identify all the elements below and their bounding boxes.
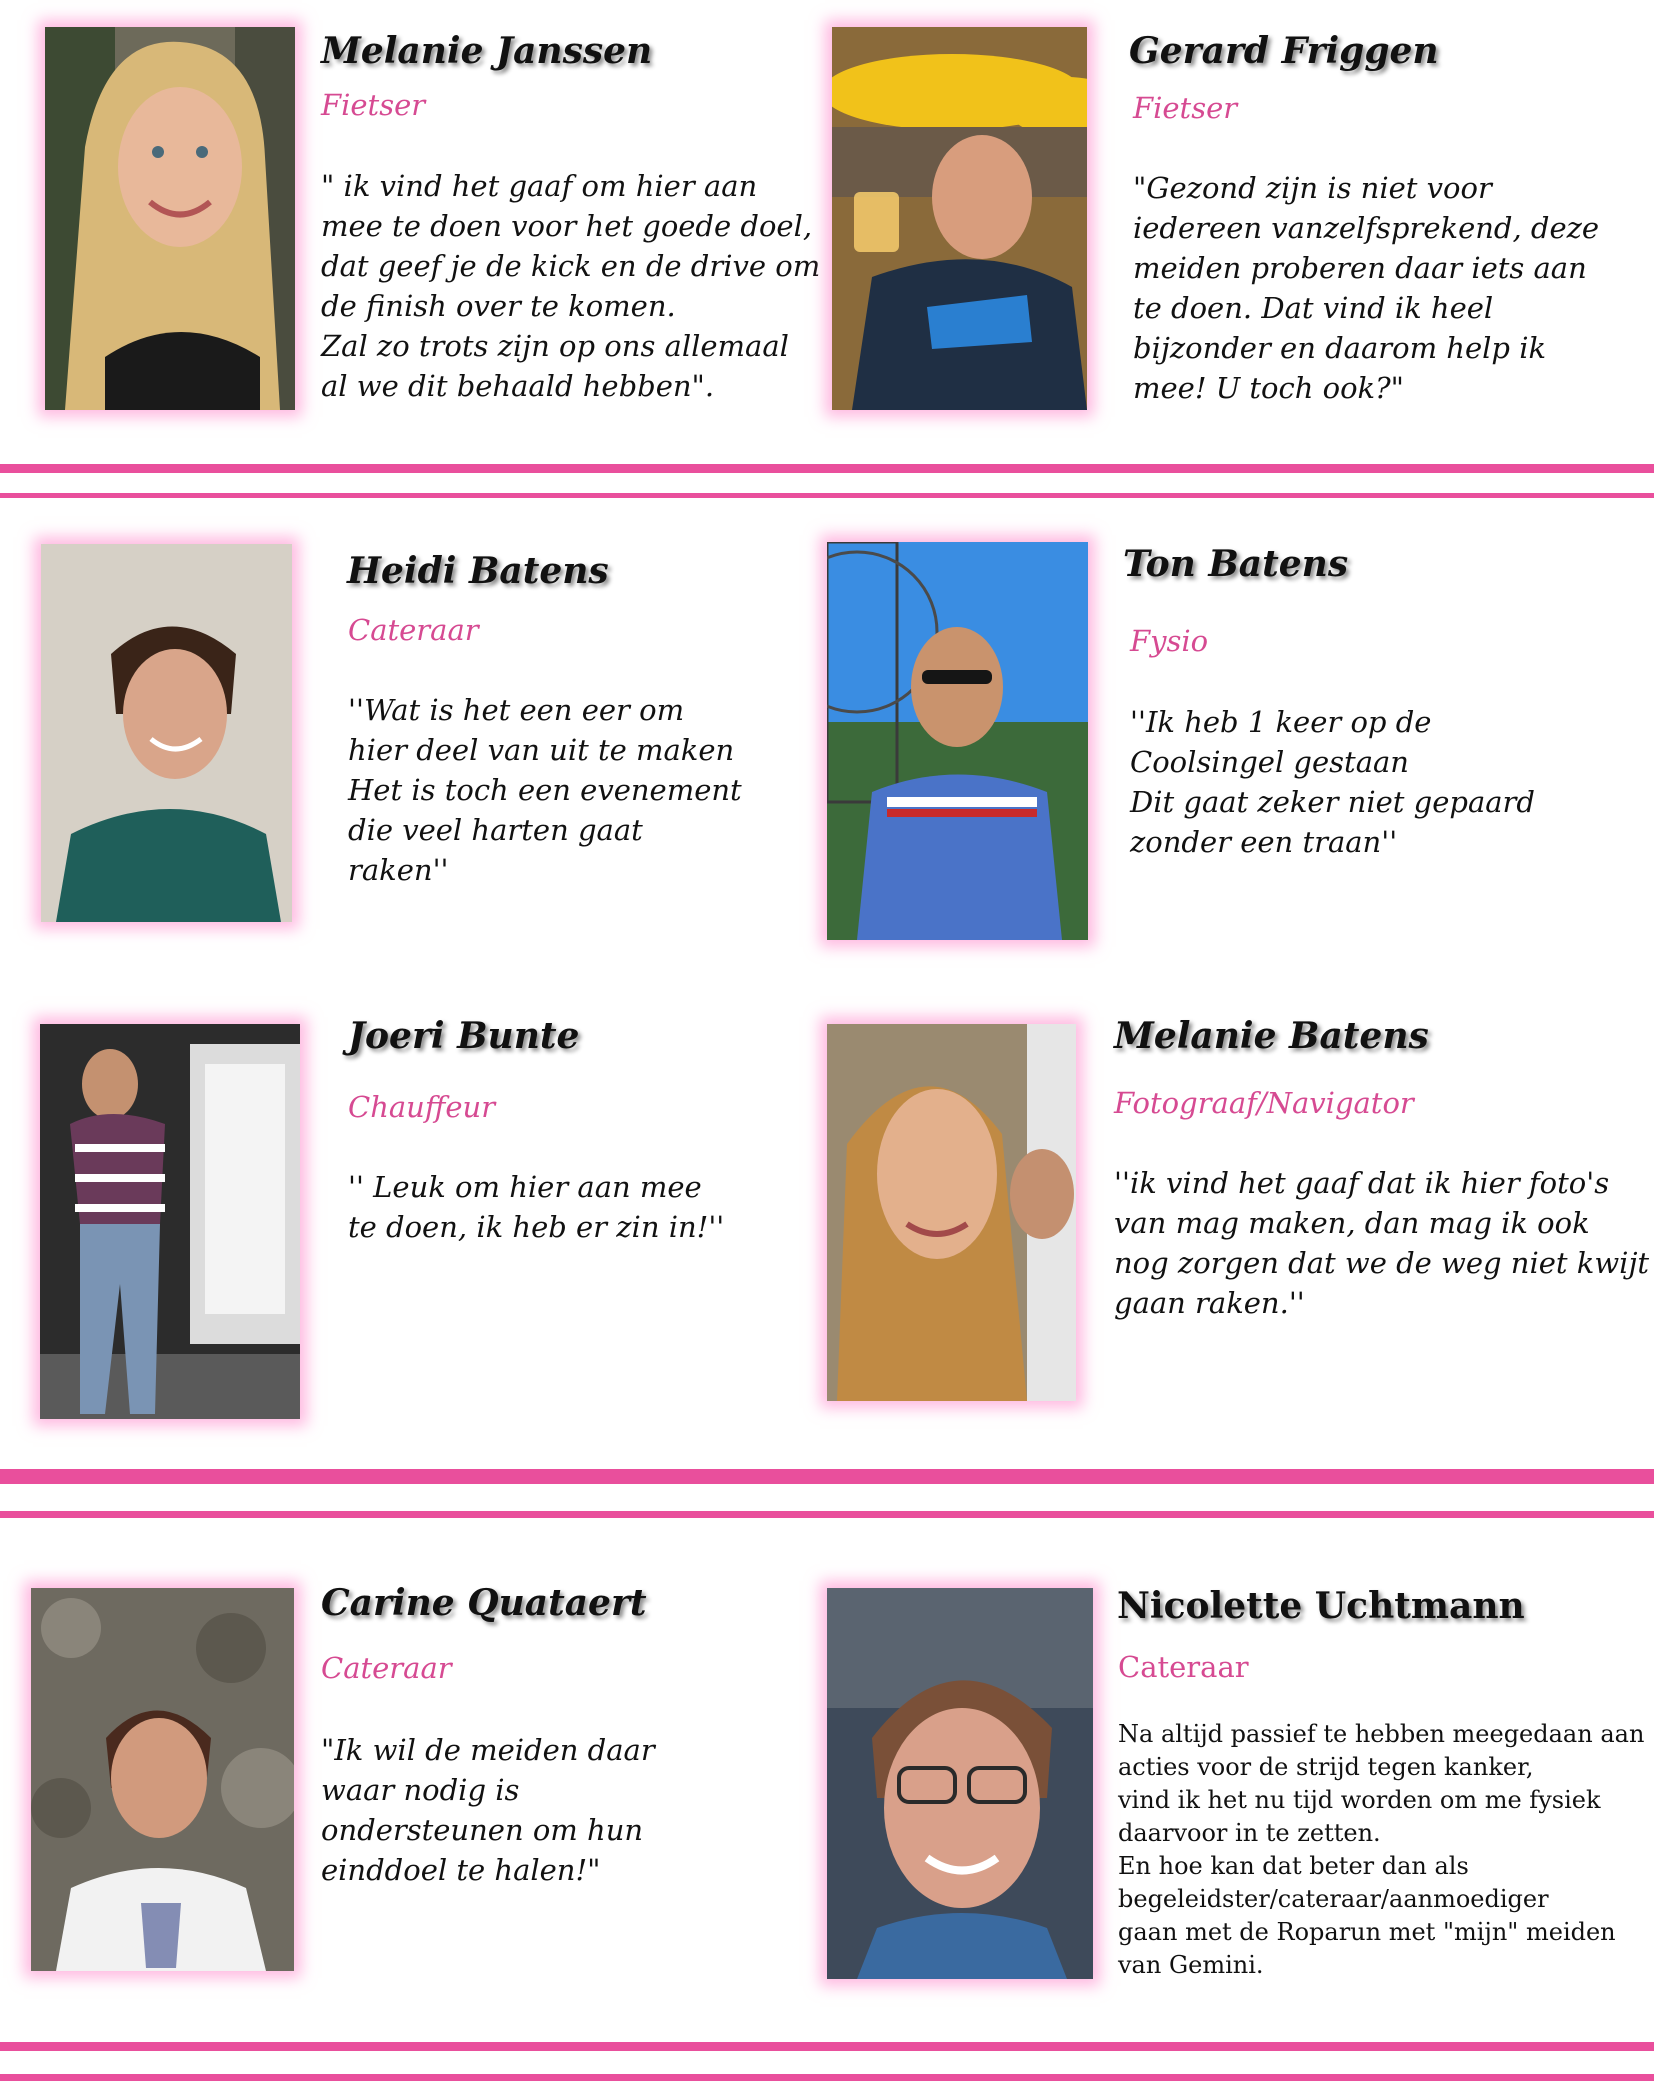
- profile-name: Heidi Batens: [347, 550, 609, 592]
- profile-name: Joeri Bunte: [348, 1015, 580, 1057]
- section-divider-thick: [0, 464, 1654, 473]
- profile-name: Gerard Friggen: [1129, 30, 1439, 72]
- profile-role: Cateraar: [321, 1651, 452, 1685]
- profile-quote: ''Ik heb 1 keer op de Coolsingel gestaan Dit gaat zeker niet gepaard zonder een traan'': [1130, 705, 1535, 859]
- profile-quote: "Ik wil de meiden daar waar nodig is ondersteunen om hun einddoel te halen!": [321, 1733, 655, 1887]
- profile-role: Cateraar: [1118, 1650, 1249, 1684]
- profile-photo-melanie-batens: [827, 1024, 1076, 1401]
- profile-role: Fotograaf/Navigator: [1114, 1086, 1414, 1120]
- profile-role: Fietser: [1133, 91, 1238, 125]
- profile-quote: "Gezond zijn is niet voor iedereen vanzelfsprekend, deze meiden proberen daar iets aan te doen. Dat vind ik heel bijzonder en daarom help ik mee! U toch ook?": [1133, 171, 1600, 405]
- profile-photo-ton-batens: [827, 542, 1088, 940]
- section-divider-thin: [0, 1511, 1654, 1518]
- section-divider-thin: [0, 2074, 1654, 2081]
- profile-role: Cateraar: [348, 613, 479, 647]
- profile-photo-nicolette-uchtmann: [827, 1588, 1093, 1979]
- profile-role: Chauffeur: [348, 1090, 496, 1124]
- profile-quote: Na altijd passief te hebben meegedaan aan acties voor de strijd tegen kanker, vind ik het nu tijd worden om me fysiek daarvoor in te zetten. En hoe kan dat beter dan als begeleidster/cateraar/aanmoediger gaan met de Roparun met "mijn" meiden van Gemini.: [1118, 1720, 1645, 1979]
- profile-quote: ''ik vind het gaaf dat ik hier foto's van mag maken, dan mag ik ook nog zorgen dat we de weg niet kwijt gaan raken.'': [1114, 1166, 1650, 1320]
- profile-name: Melanie Janssen: [321, 30, 653, 72]
- section-divider-thin: [0, 493, 1654, 498]
- profile-photo-carine-quataert: [31, 1588, 294, 1971]
- profile-photo-joeri-bunte: [40, 1024, 300, 1419]
- profile-role: Fysio: [1130, 624, 1209, 658]
- section-divider-thick: [0, 1469, 1654, 1484]
- profile-name: Ton Batens: [1123, 543, 1349, 585]
- profile-name: Carine Quataert: [321, 1582, 647, 1624]
- profile-photo-gerard-friggen: [832, 27, 1087, 410]
- profile-photo-melanie-janssen: [45, 27, 295, 410]
- profile-role: Fietser: [321, 88, 426, 122]
- profile-quote: '' Leuk om hier aan mee te doen, ik heb er zin in!'': [348, 1170, 725, 1244]
- section-divider-thick: [0, 2042, 1654, 2051]
- profile-photo-heidi-batens: [41, 544, 292, 922]
- profile-quote: ''Wat is het een eer om hier deel van uit te maken Het is toch een evenement die veel harten gaat raken'': [348, 693, 742, 887]
- profile-quote: " ik vind het gaaf om hier aan mee te doen voor het goede doel, dat geef je de kick en de drive om de finish over te komen. Zal zo trots zijn op ons allemaal al we dit behaald hebben".: [321, 169, 821, 403]
- profile-name: Nicolette Uchtmann: [1117, 1585, 1525, 1627]
- profile-name: Melanie Batens: [1114, 1015, 1429, 1057]
